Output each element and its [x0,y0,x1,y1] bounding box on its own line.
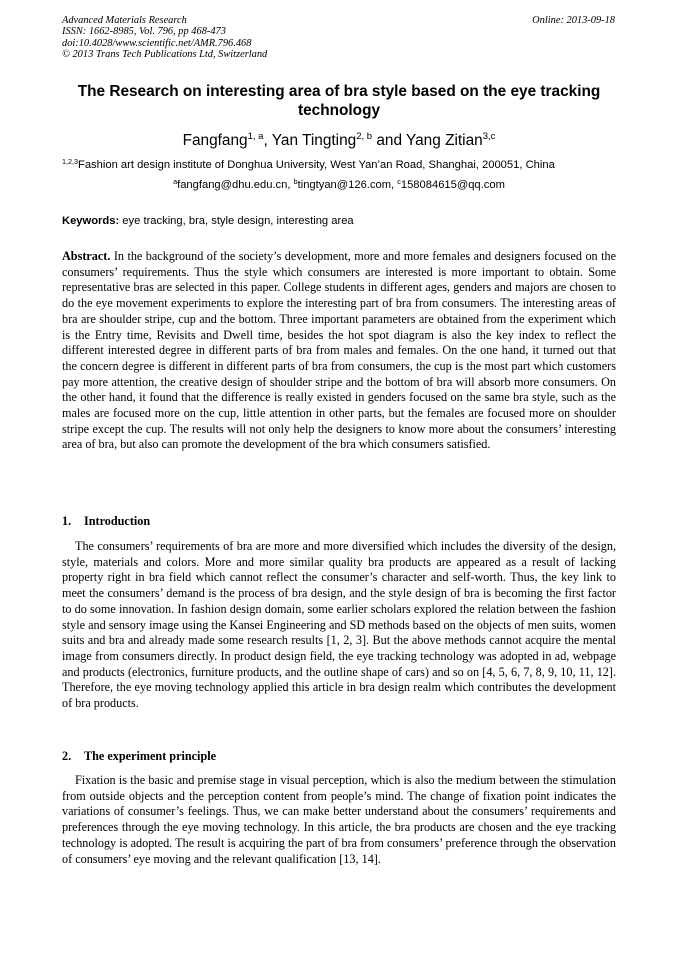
author-affil-mark: 2, b [356,131,373,142]
abstract-label: Abstract. [62,249,111,263]
abstract [62,249,616,453]
journal-copyright: © 2013 Trans Tech Publications Ltd, Switzerland [62,48,268,60]
section-heading-introduction [62,514,150,529]
keywords-label: Keywords: [62,215,120,227]
affiliation-text: Fashion art design institute of Donghua University, West Yan’an Road, Shanghai, 200051, China [78,159,555,171]
author-affil-mark: 3,c [482,131,496,142]
email-address: fangfang@dhu.edu.cn, [177,179,294,191]
paper-title: The Research on interesting area of bra style based on the eye tracking technology [77,83,601,119]
journal-name: Advanced Materials Research [62,15,187,26]
section-heading-experiment-principle [62,749,216,764]
email-list [62,178,616,192]
author-affil-mark: 1, a [247,131,264,142]
email-mark: b [293,177,298,186]
section-number: 2. [62,749,72,763]
email-mark: a [173,177,178,186]
abstract-text: In the background of the society’s development, more and more females and designers focused on the consumers’ requirements. Thus the style which consumers are interested is more important to obtain. Some representative bras are selected in this paper. College students in different ages, genders and majors are chosen to do the eye movement experiments to explore the interesting part of bra from consumers. The interesting areas of bra are shoulder stripe, cup and the bottom. Three important parameters are obtained from the experiment which is the Entry time, Revisits and Dwell time, besides the hot spot diagram is also the key index to reflect the different interested degree in different parts of bra from males and females. On the one hand, it turned out that the concern degree is different in different parts of bra from consumers, the cup is the most part which customers pay more attention, the creative design of shoulder stripe and the bottom of bra will absorb more consumers. On the other hand, it found that the difference is really existed in genders focused on the same bra style, such as the males are focused more on the cup, little attention in other parts, but the females are focused more on shoulder stripe except the cup. The results will not only help the designers to know more about the consumers’ interesting area of bra, but also can promote the development of the bra which consumers satisfied. [62,249,616,452]
author-name: Yang Zitian [406,132,483,149]
author-separator: , [263,132,272,149]
journal-issn: ISSN: 1662-8985, Vol. 796, pp 468-473 [62,26,226,38]
email-address: tingtyan@126.com, [297,179,398,191]
journal-doi: doi:10.4028/www.scientific.net/AMR.796.468 [62,37,252,49]
journal-header [62,15,267,60]
section-body-experiment-principle: Fixation is the basic and premise stage in visual perception, which is also the medium between the stimulation from outside objects and the perception content from people’s mind. The change of fixation point indicates the variations of consumer’s feelings. Thus, we can make better understand about the consumers’ requirements and preferences through the eye moving technology. In this article, the bra products are chosen and the eye tracking technology is adopted. The result is acquiring the part of bra from consumers’ preference through the observation of consumers’ eye moving and the relevant qualification [13, 14]. [62,773,616,866]
section-title: Introduction [84,514,151,528]
author-name: Yan Tingting [271,132,357,149]
keywords-text: eye tracking, bra, style design, interesting area [119,215,354,227]
affiliation [62,158,616,172]
keywords [62,214,616,228]
section-number: 1. [62,514,72,528]
section-title: The experiment principle [84,749,217,763]
online-date: Online: 2013-09-18 [532,15,615,26]
email-address: 158084615@qq.com [400,179,505,191]
email-mark: c [397,177,401,186]
section-body-introduction: The consumers’ requirements of bra are more and more diversified which includes the diversity of the design, style, materials and colors. More and more similar quality bra products are appeared as a result of lacking property right in bra field which cannot reflect the consumer’s character and self-worth. Thus, the key link to meet the consumers’ demand is the process of bra design, and the style design of bra is becoming the first factor to do some innovation. In fashion design domain, some earlier scholars explored the relation between the fashion style and sensory image using the Kansei Engineering and SD methods based on the objects of men suits, women suits and bra and already made some research results [1, 2, 3]. But the above methods cannot acquire the mental image from consumers directly. In product design field, the eye tracking technology was adopted in ad, webpage and products (electronics, furniture products, and the outline shape of cars) and so on [4, 5, 6, 7, 8, 9, 10, 11, 12]. Therefore, the eye moving technology applied this article in bra design realm which contributes the development of bra products. [62,539,616,711]
author-name: Fangfang [182,132,248,149]
author-list [62,131,616,151]
affiliation-mark: 1,2,3 [62,157,78,166]
author-separator: and [372,132,406,149]
